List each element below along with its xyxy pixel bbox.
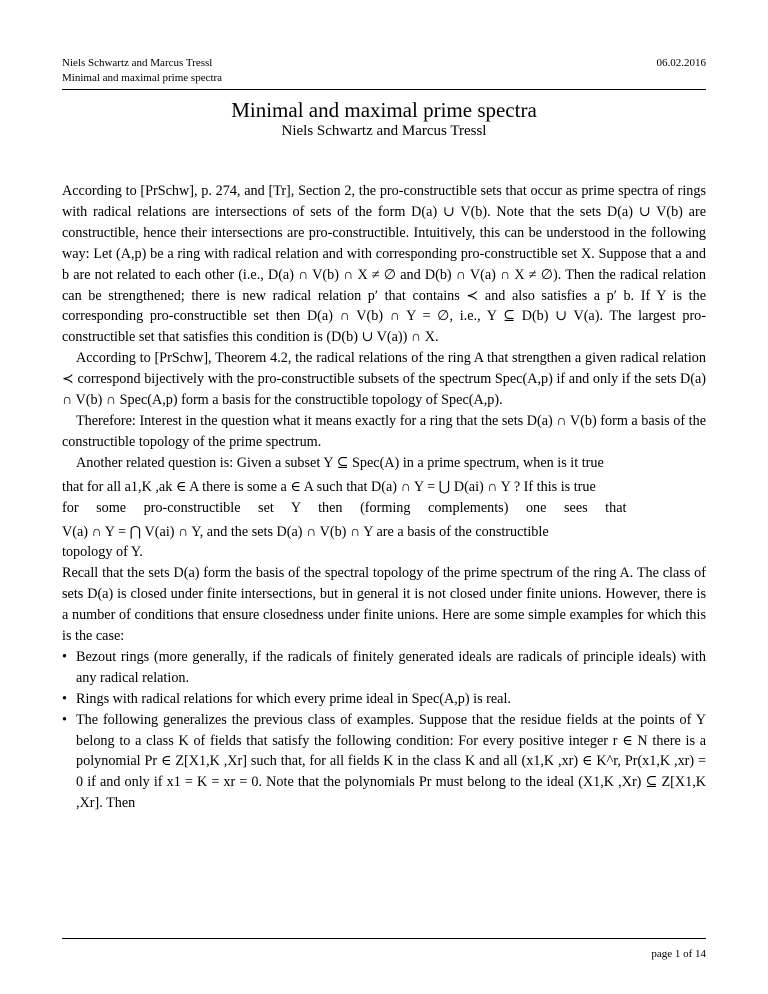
footer-rule [62, 938, 706, 939]
paragraph-1: According to [PrSchw], p. 274, and [Tr], Section 2, the pro-constructible sets that occur as prime spectra of rings with radical relations are intersections of sets of the form D(a) ∪ V(b). Note that the sets D(a) ∪ V(b) are constructible, hence their intersections are pro-constructible. Intuitively, this can be understood in the following way: Let (A,p) be a ring with radical relation and with corresponding pro-constructible set X. Suppose that a and b are not related to each other (i.e., D(a) ∩ V(b) ∩ X ≠ ∅ and D(b) ∩ V(a) ∩ X ≠ ∅). Then the radical relation can be strengthened; there is new radical relation p′ that contains ≺ and also satisfies a p′ b. If Y is the corresponding pro-constructible set then D(a) ∩ V(b) ∩ Y = ∅, i.e., Y ⊆ D(b) ∪ V(a). The largest pro-constructible set that satisfies this condition is (D(b) ∪ V(a)) ∩ X. [62, 183, 706, 346]
bullet-icon: • [62, 690, 67, 707]
list-item-text: Bezout rings (more generally, if the radicals of finitely generated ideals are radicals of principle ideals) with any radical relation. [76, 648, 706, 686]
list-item-text: The following generalizes the previous class of examples. Suppose that the residue fields at the points of Y belong to a class K of fields that satisfy the following condition: For every positive integer r ∈ N there is a polynomial Pr ∈ Z[X1,K ,Xr] such that, for all fields K in the class K and all (x1,K ,xr) ∈ K^r, Pr(x1,K ,xr) = 0 if and only if x1 = K = xr = 0. Note that the polynomials Pr must belong to the ideal (X1,K ,Xr) ⊆ Z[X1,K ,Xr]. Then [76, 711, 706, 812]
paragraph-4-line-5: topology of Y. [62, 544, 143, 561]
list-item [62, 689, 706, 710]
bullet-icon: • [62, 711, 67, 728]
bullet-icon: • [62, 648, 67, 665]
header-date: 06.02.2016 [656, 57, 706, 69]
list-item [62, 710, 706, 815]
paragraph-5: Recall that the sets D(a) form the basis of the spectral topology of the prime spectrum of the ring A. The class of sets D(a) is closed under finite intersections, but in general it is not closed under finite unions. However, there is a number of conditions that ensure closedness under finite unions. Here are some simple examples for which this is the case: [62, 565, 706, 645]
page-number: page 1 of 14 [651, 948, 706, 960]
paper-authors: Niels Schwartz and Marcus Tressl [281, 123, 487, 139]
list-item-text: Rings with radical relations for which every prime ideal in Spec(A,p) is real. [76, 690, 511, 707]
header-authors: Niels Schwartz and Marcus Tressl [62, 57, 213, 69]
paper-title: Minimal and maximal prime spectra [231, 98, 537, 122]
body-text [62, 181, 706, 814]
paragraph-4-line-3: for some pro-constructible set Y then (forming complements) one sees that [62, 499, 627, 516]
example-list [62, 647, 706, 814]
header-short-title: Minimal and maximal prime spectra [62, 72, 223, 84]
paragraph-3: Therefore: Interest in the question what it means exactly for a ring that the sets D(a) ∩ V(b) form a basis of the constructible topology of the prime spectrum. [62, 412, 706, 450]
paragraph-4-line-4: V(a) ∩ Y = ⋂ V(ai) ∩ Y, and the sets D(a) ∩ V(b) ∩ Y are a basis of the constructible [62, 523, 549, 540]
header-rule [62, 89, 706, 90]
list-item [62, 647, 706, 689]
paragraph-4-line-2: that for all a1,K ,ak ∈ A there is some a ∈ A such that D(a) ∩ Y = ⋃ D(ai) ∩ Y ? If this is true [62, 478, 596, 495]
paragraph-4-line-1: Another related question is: Given a subset Y ⊆ Spec(A) in a prime spectrum, when is it true [76, 454, 604, 471]
paragraph-2: According to [PrSchw], Theorem 4.2, the radical relations of the ring A that strengthen a given radical relation ≺ correspond bijectively with the pro-constructible subsets of the spectrum Spec(A,p) if and only if the sets D(a) ∩ V(b) ∩ Spec(A,p) form a basis for the constructible topology of Spec(A,p). [62, 350, 706, 409]
running-header-left [62, 56, 222, 86]
